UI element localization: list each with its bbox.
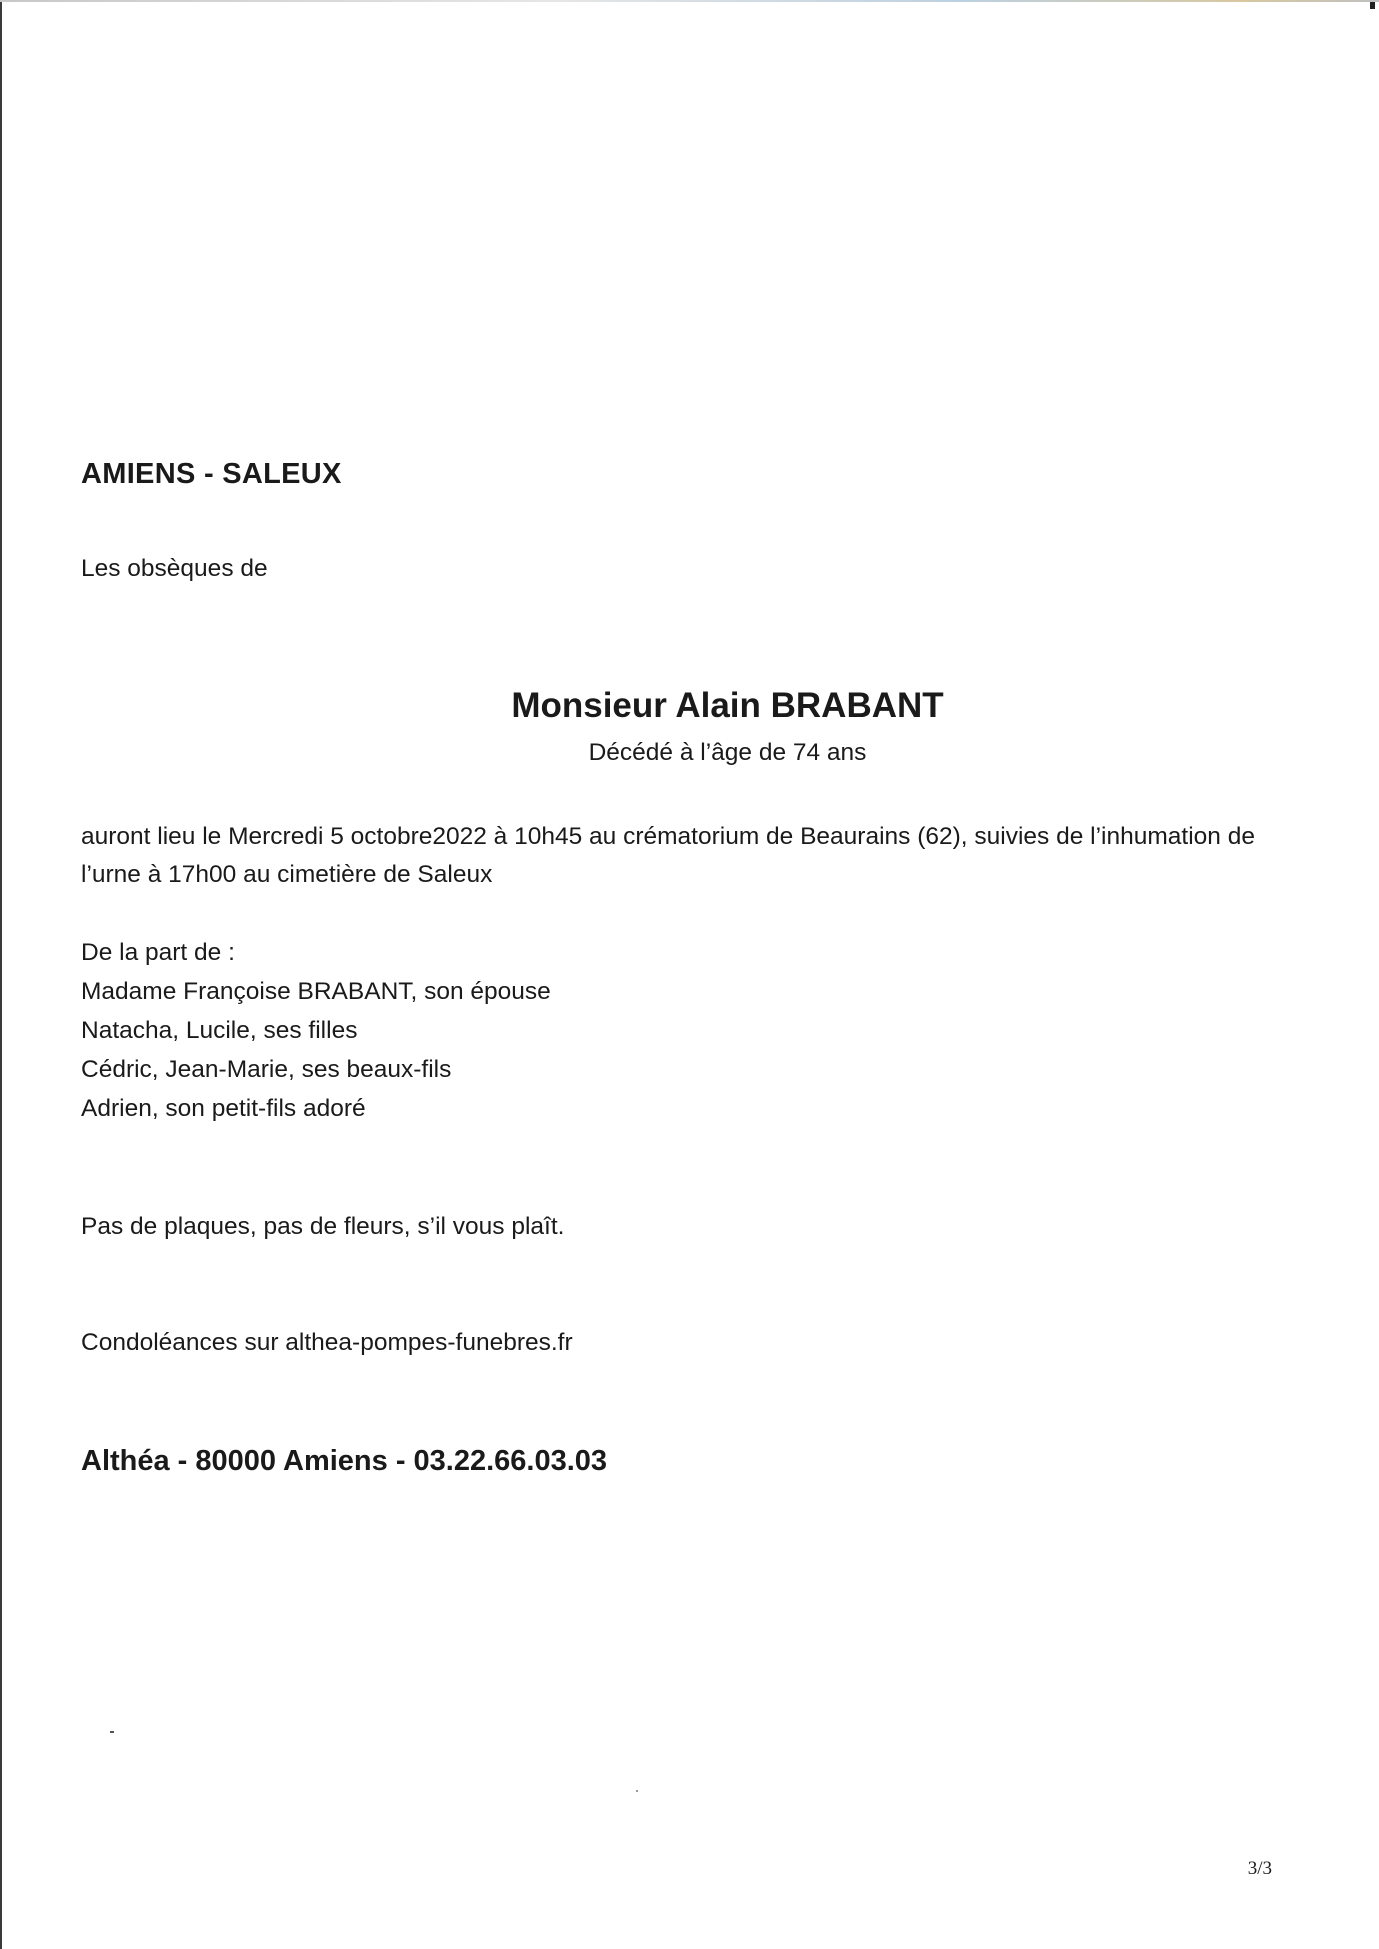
scan-speck	[110, 1731, 114, 1733]
family-member: Cédric, Jean-Marie, ses beaux-fils	[81, 1056, 452, 1083]
family-member: Adrien, son petit-fils adoré	[81, 1095, 366, 1122]
wish-text: Pas de plaques, pas de fleurs, s’il vous plaît.	[81, 1213, 565, 1240]
family-section	[81, 933, 551, 1128]
condolences-text: Condoléances sur althea-pompes-funebres.fr	[81, 1329, 573, 1356]
family-member: Madame Françoise BRABANT, son épouse	[81, 978, 551, 1005]
deceased-name: Monsieur Alain BRABANT	[511, 686, 944, 725]
scan-edge-left	[0, 0, 2, 1949]
scan-corner-mark	[1370, 2, 1375, 9]
scan-edge-top	[0, 0, 1379, 2]
ceremony-text: auront lieu le Mercredi 5 octobre2022 à 10h45 au crématorium de Beaurains (62), suivies de l’inhumation de l’urne à 17h00 au cimetière de Saleux	[81, 823, 1255, 888]
scan-speck	[636, 1790, 638, 1792]
city-header: AMIENS - SALEUX	[81, 458, 342, 490]
page-number: 3/3	[1247, 1858, 1272, 1879]
intro-text: Les obsèques de	[81, 555, 268, 582]
family-heading: De la part de :	[81, 939, 235, 966]
family-member: Natacha, Lucile, ses filles	[81, 1017, 358, 1044]
age-line: Décédé à l’âge de 74 ans	[588, 739, 867, 766]
agency-contact: Althéa - 80000 Amiens - 03.22.66.03.03	[81, 1445, 608, 1477]
